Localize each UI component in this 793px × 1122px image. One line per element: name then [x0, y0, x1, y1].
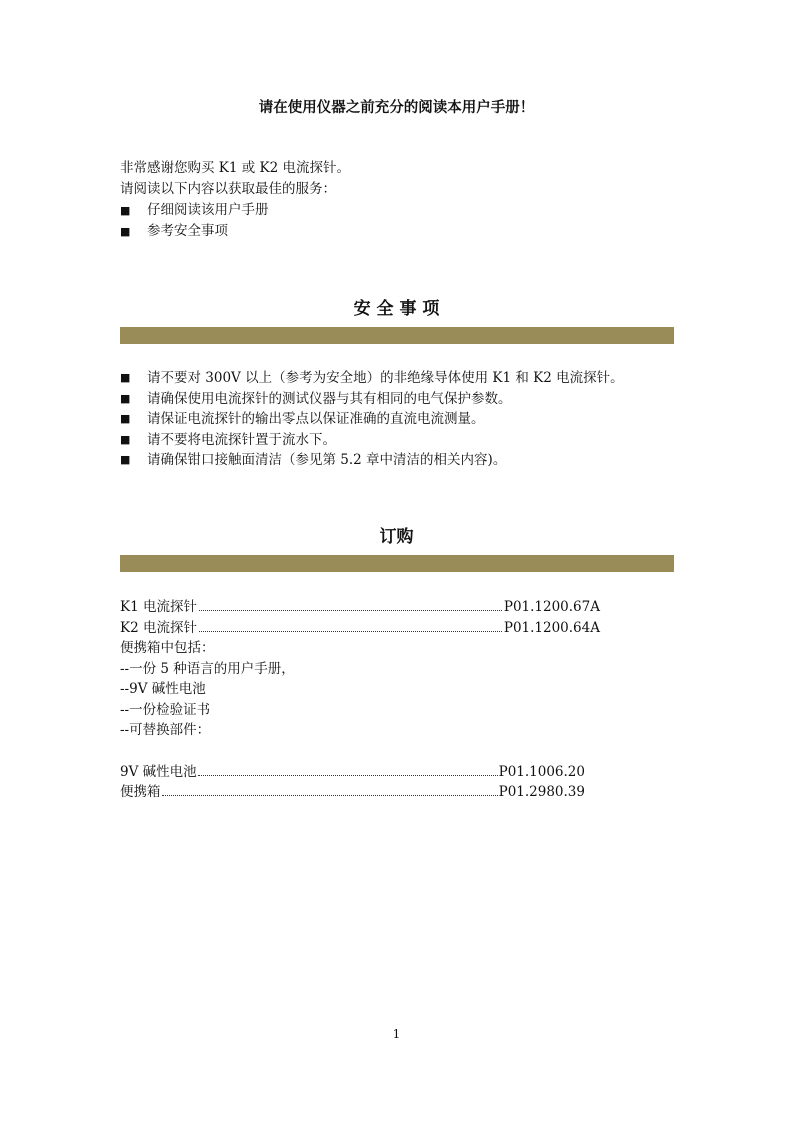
safety-item-text: 请确保钳口接触面清洁（参见第 5.2 章中清洁的相关内容)。 — [147, 452, 507, 468]
intro-bullet-item — [120, 200, 350, 221]
safety-item — [120, 389, 624, 410]
case-content-item: --一份检验证书 — [120, 701, 211, 718]
case-content-item: --可替换部件： — [120, 722, 211, 738]
safety-list — [120, 368, 624, 471]
dot-leader — [199, 609, 502, 611]
spare-part-row — [120, 782, 585, 803]
dot-leader — [162, 794, 498, 796]
bullet-text: 参考安全事项 — [147, 223, 228, 239]
spare-part-name: 9V 碱性电池 — [120, 763, 197, 780]
case-contents-heading: 便携箱中包括： — [120, 640, 215, 656]
spare-part-row — [120, 762, 585, 783]
safety-item-text: 请不要将电流探针置于流水下。 — [147, 431, 336, 448]
safety-item — [120, 409, 624, 430]
order-section-title: 订购 — [379, 527, 414, 547]
dot-leader — [198, 774, 498, 776]
spacer — [120, 741, 600, 762]
dot-leader — [199, 630, 502, 632]
page-number: 1 — [392, 1027, 401, 1041]
intro-line: 非常感谢您购买 K1 或 K2 电流探针。 — [120, 160, 351, 176]
product-code: P01.1200.67A — [503, 599, 600, 615]
bullet-icon: ■ — [120, 371, 131, 384]
intro-bullet-item — [120, 221, 350, 242]
safety-section-title: 安 全 事 项 — [353, 299, 440, 319]
product-code: P01.1200.64A — [503, 619, 600, 636]
spare-part-code: P01.2980.39 — [498, 784, 585, 800]
spare-part-name: 便携箱 — [120, 784, 161, 800]
bullet-text: 仔细阅读该用户手册 — [147, 202, 269, 218]
product-row — [120, 618, 600, 639]
product-name: K2 电流探针 — [120, 619, 197, 636]
case-content-item: --9V 碱性电池 — [120, 681, 206, 697]
bullet-icon: ■ — [120, 453, 131, 466]
order-section — [120, 597, 600, 803]
spare-part-code: P01.1006.20 — [498, 763, 585, 780]
safety-item — [120, 450, 624, 471]
bullet-icon: ■ — [120, 225, 131, 238]
bullet-icon: ■ — [120, 432, 131, 446]
page-title: 请在使用仪器之前充分的阅读本用户手册！ — [258, 99, 535, 116]
intro-line: 请阅读以下内容以获取最佳的服务： — [120, 181, 336, 197]
safety-item — [120, 430, 624, 451]
section-divider-bar — [120, 555, 674, 572]
bullet-icon: ■ — [120, 412, 131, 425]
bullet-icon: ■ — [120, 391, 131, 405]
bullet-icon: ■ — [120, 204, 131, 217]
case-content-item: --一份 5 种语言的用户手册， — [120, 660, 295, 677]
safety-item-text: 请不要对 300V 以上（参考为安全地）的非绝缘导体使用 K1 和 K2 电流探针。 — [147, 370, 624, 386]
safety-item-text: 请保证电流探针的输出零点以保证准确的直流电流测量。 — [147, 411, 485, 427]
safety-item — [120, 368, 624, 389]
intro-section — [120, 158, 350, 242]
product-row — [120, 597, 600, 618]
safety-item-text: 请确保使用电流探针的测试仪器与其有相同的电气保护参数。 — [147, 390, 512, 407]
section-divider-bar — [120, 327, 674, 344]
product-name: K1 电流探针 — [120, 599, 197, 615]
